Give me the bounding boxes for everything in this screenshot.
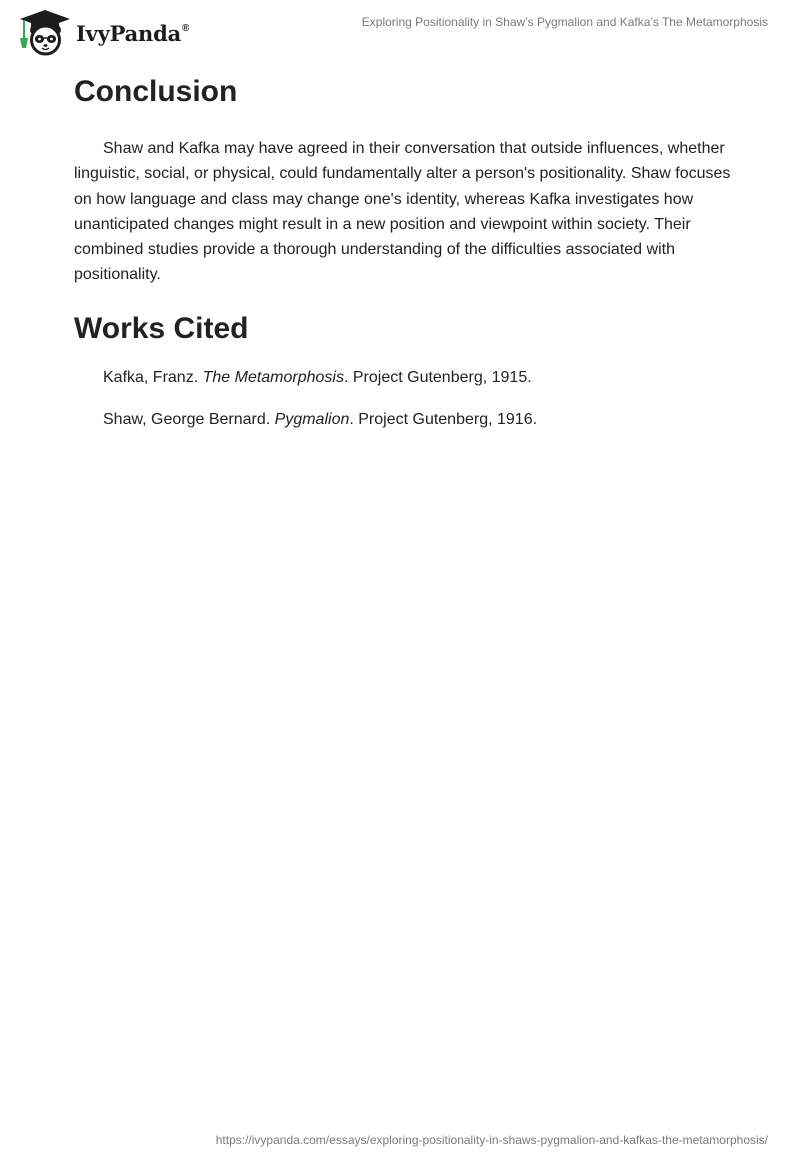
- panda-graduate-icon: [16, 8, 74, 56]
- citation-publisher: . Project Gutenberg, 1916.: [349, 410, 538, 428]
- citation-title: Pygmalion: [274, 410, 350, 428]
- brand-name-text: IvyPanda: [76, 20, 182, 46]
- page-header: [0, 0, 800, 70]
- running-title: Exploring Positionality in Shaw’s Pygmalion and Kafka’s The Metamorphosis: [361, 15, 768, 29]
- citation-author: Kafka, Franz.: [103, 368, 203, 386]
- citation-publisher: . Project Gutenberg, 1915.: [343, 368, 532, 386]
- conclusion-heading: Conclusion: [74, 75, 238, 108]
- citation-list: [74, 366, 734, 432]
- citation-entry: [74, 408, 734, 432]
- conclusion-paragraph: Shaw and Kafka may have agreed in their conversation that outside influences, whether linguistic, social, or physical, could fundamentally alter a person's positionality. Shaw focuses on how language and class may change one's identity, whereas Kafka investigates how unanticipated changes might result in a new position and viewpoint within society. Their combined studies provide a thorough understanding of the difficulties associated with positionality.: [74, 140, 731, 284]
- citation-author: Shaw, George Bernard.: [103, 410, 275, 428]
- citation-entry: [74, 366, 734, 390]
- works-cited-section: [74, 309, 734, 432]
- citation-title: The Metamorphosis: [202, 368, 344, 386]
- essay-content: [74, 72, 734, 450]
- source-url-link[interactable]: https://ivypanda.com/essays/exploring-positionality-in-shaws-pygmalion-and-kafkas-the-metamorphosis/: [215, 1133, 768, 1147]
- works-cited-heading: Works Cited: [74, 311, 249, 345]
- ivypanda-logo[interactable]: [16, 8, 189, 56]
- brand-name: [76, 21, 189, 46]
- conclusion-section: [74, 72, 734, 288]
- registered-mark: ®: [182, 22, 190, 34]
